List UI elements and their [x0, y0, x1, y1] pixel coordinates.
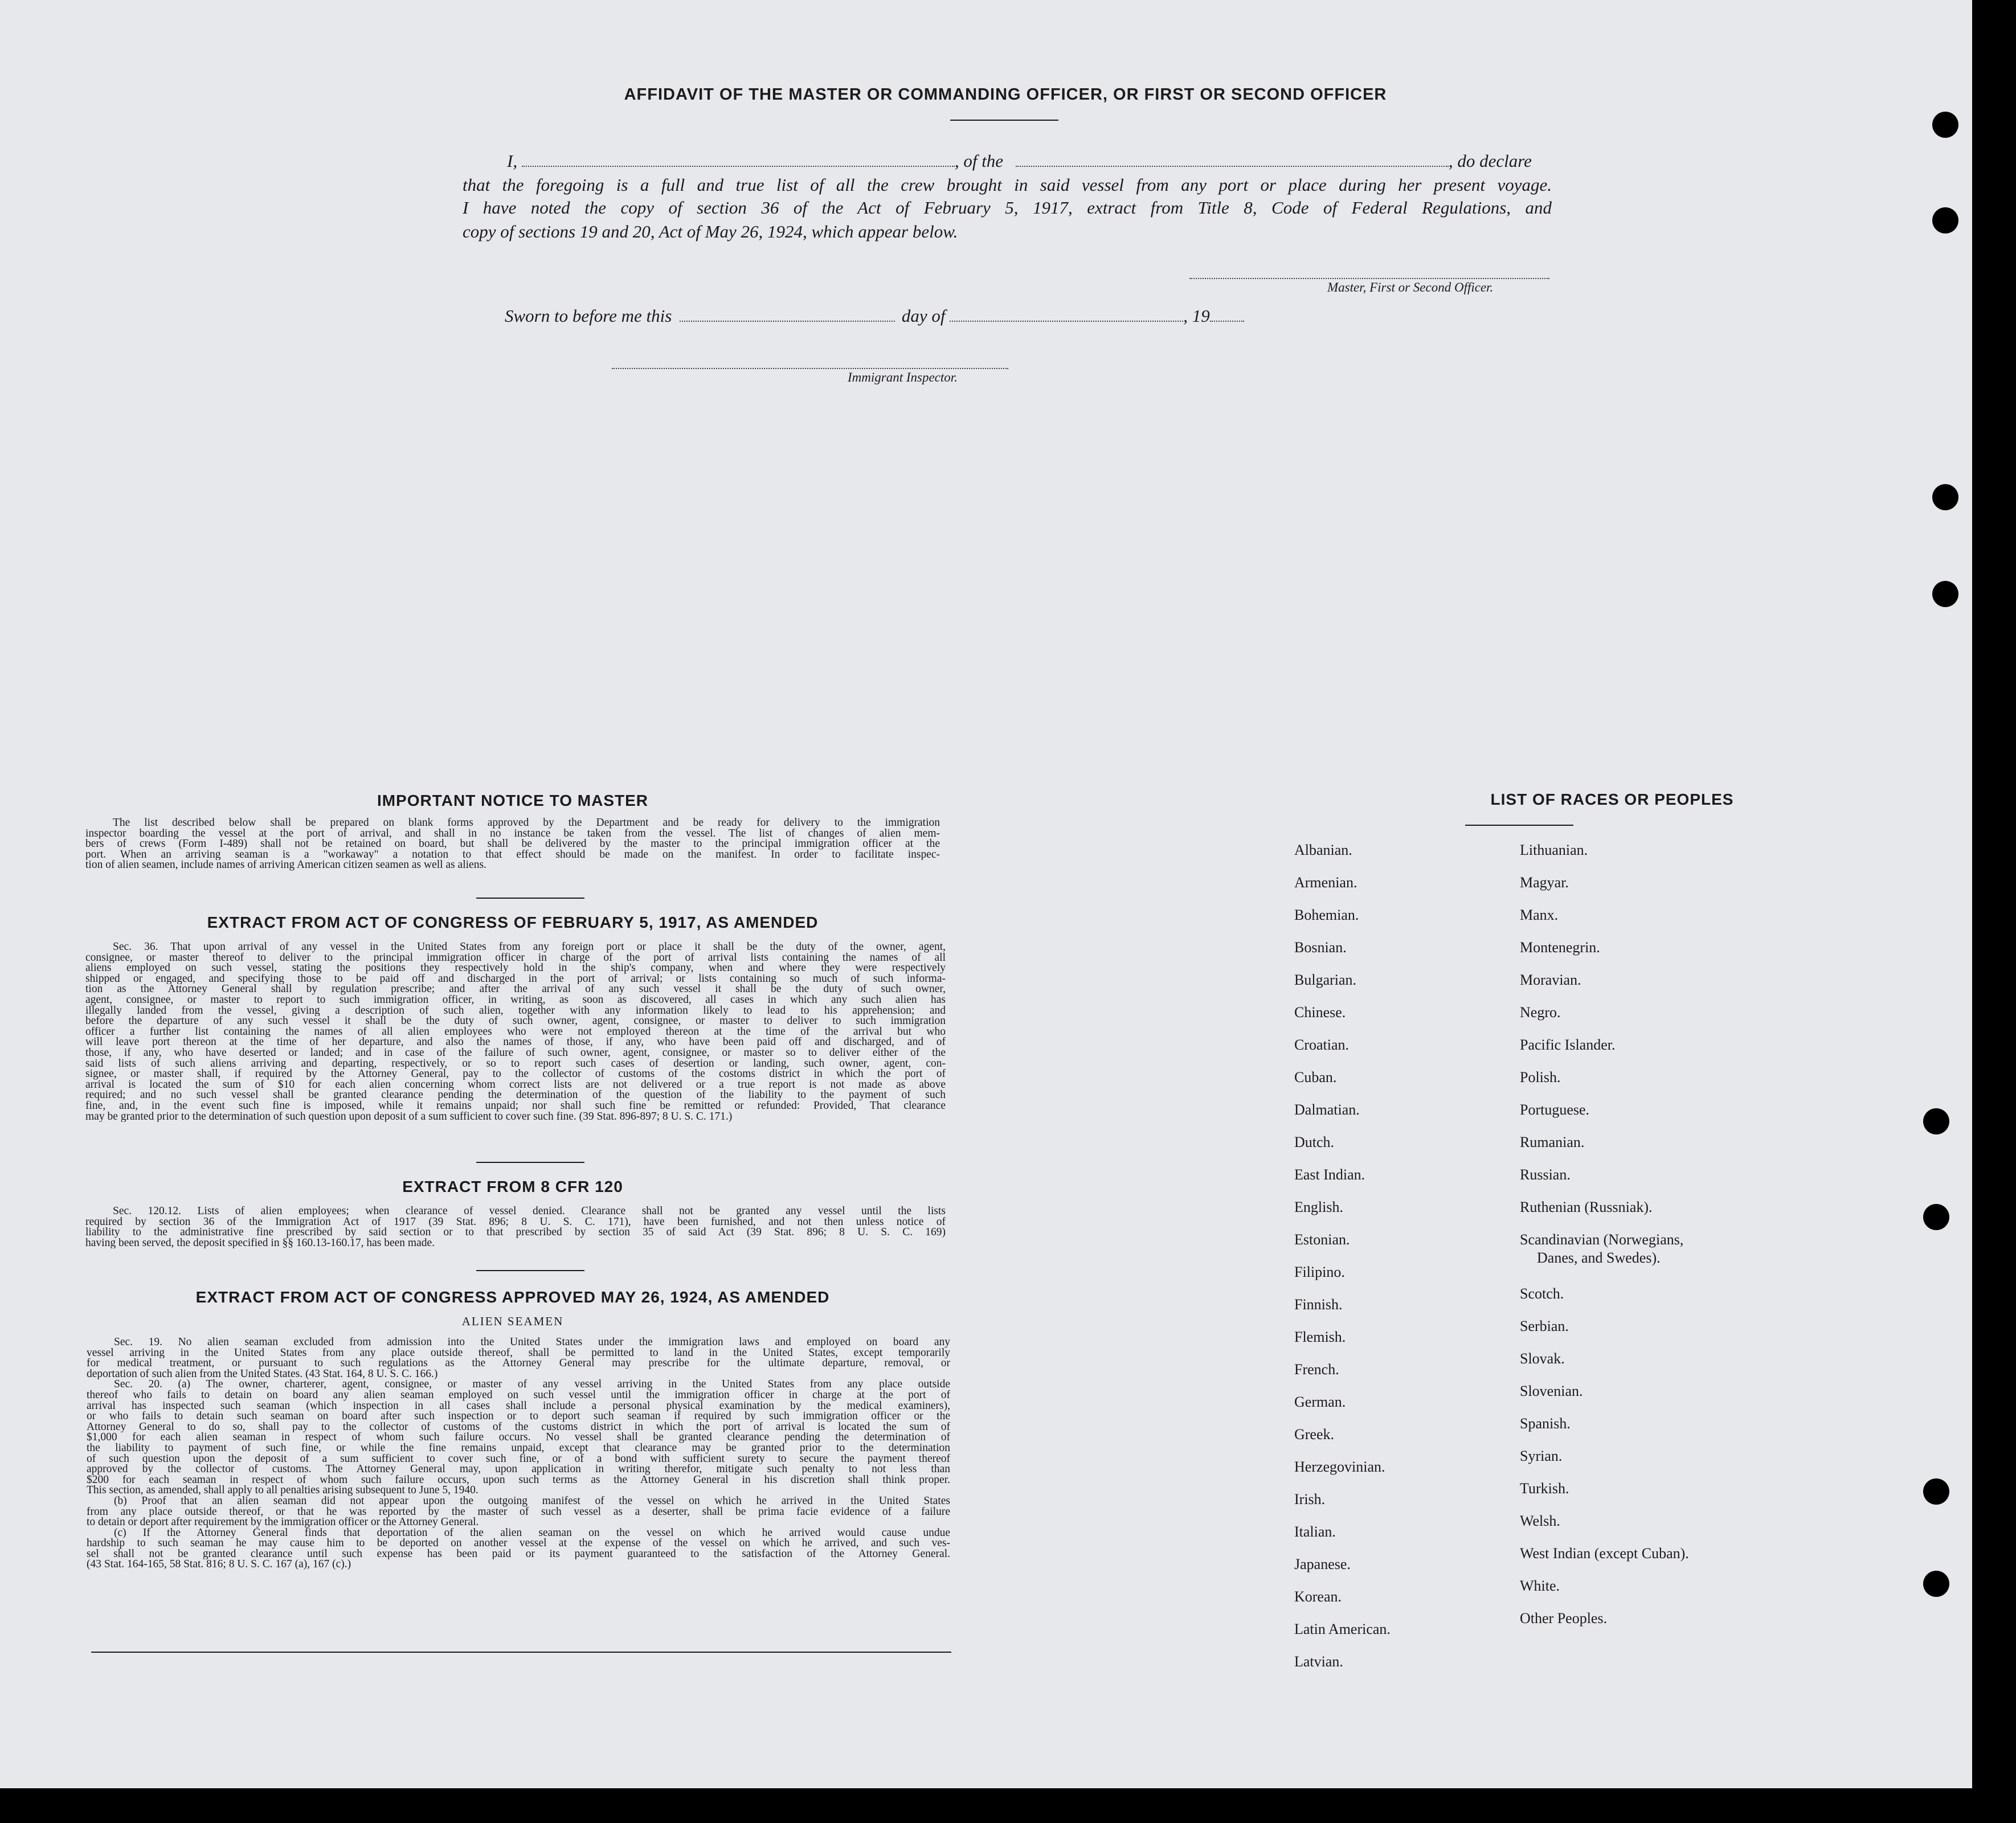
text-line: for medical treatment, or pursuant to such regulations as the Attorney General may prescribe for the ultimate departure, removal, or: [87, 1358, 950, 1369]
race-item: Slovenian.: [1520, 1383, 1583, 1399]
race-item: Spanish.: [1520, 1415, 1571, 1432]
extract-1917-title: EXTRACT FROM ACT OF CONGRESS OF FEBRUARY 5, 1917, AS AMENDED: [207, 913, 819, 931]
text-line: consignee, or master thereof to deliver to the principal immigration officer in charge of the port of arrival lists containing the names of all: [85, 952, 946, 964]
race-item: English.: [1294, 1199, 1343, 1215]
race-item: Korean.: [1294, 1588, 1342, 1605]
race-item: Bohemian.: [1294, 907, 1359, 923]
race-item: Russian.: [1520, 1166, 1571, 1183]
declarant-name-field[interactable]: [522, 154, 955, 167]
sworn-month-field[interactable]: [950, 309, 1183, 322]
text-line: Sec. 120.12. Lists of alien employees; when clearance of vessel denied. Clearance shall not be granted any vessel until the lists: [113, 1206, 946, 1217]
race-item: German.: [1294, 1394, 1346, 1410]
extract-1924-title: EXTRACT FROM ACT OF CONGRESS APPROVED MAY 26, 1924, AS AMENDED: [195, 1288, 830, 1306]
race-item: East Indian.: [1294, 1166, 1365, 1183]
text-line: those, if any, who have deserted or landed; and in case of the failure of such owner, agent, consignee, or master so to deliver either of the: [85, 1047, 946, 1059]
race-item: Dutch.: [1294, 1134, 1335, 1150]
race-item: Danes, and Swedes).: [1537, 1250, 1661, 1266]
text-line: fine, and, in the event such fine is imposed, while it remains unpaid; nor shall such fine be remitted or refunded: Provided, That clearance: [85, 1100, 946, 1112]
text-line: agent, consignee, or master to report to such immigration officer, in writing, as soon as discovered, all cases in which any such alien has: [85, 994, 946, 1006]
text-line: said lists of such aliens arriving and departing, respectively, or so to report such cases of desertion or landing, such owner, agent, con-: [85, 1058, 946, 1070]
race-item: Chinese.: [1294, 1004, 1346, 1021]
text-line: from any place outside thereof, or that he was reported by the master of such vessel as a deserter, shall be prima facie evidence of a failure: [87, 1506, 950, 1518]
inspector-caption: Immigrant Inspector.: [848, 370, 958, 384]
race-item: Rumanian.: [1520, 1134, 1585, 1150]
bottom-rule: [91, 1652, 951, 1653]
race-item: Turkish.: [1520, 1480, 1569, 1497]
text-line: $200 for each seaman in respect of whom such failure occurs, upon such terms as the Attorney General in his discretion shall think proper.: [87, 1474, 950, 1486]
text-line: thereof who fails to detain on board any alien seaman employed on such vessel until the immigration officer in charge at the port of: [87, 1390, 950, 1401]
text-line: before the departure of any such vessel it shall be the duty of such owner, agent, consignee, or master to deliver to such immigration: [85, 1016, 946, 1027]
race-item: Moravian.: [1520, 972, 1581, 988]
text-line: vessel arriving in the United States from any place outside thereof, shall be permitted to land in the United States, except temporarily: [87, 1347, 950, 1359]
race-item: Montenegrin.: [1520, 939, 1600, 956]
races-title-rule: [1465, 825, 1573, 826]
binder-hole: [1923, 1478, 1949, 1505]
binder-hole: [1932, 112, 1958, 138]
race-item: Syrian.: [1520, 1448, 1563, 1464]
text-line: arrival is located the sum of $10 for each alien concerning whom correct lists are not delivered or a true report is not made as above: [85, 1079, 946, 1091]
text-line: deportation of such alien from the United States. (43 Stat. 164, 8 U. S. C. 166.): [87, 1369, 438, 1380]
text-line: the liability to payment of such fine, or while the fine remains unpaid, except that clearance may be granted prior to the determination: [87, 1443, 950, 1454]
text-line: shipped or engaged, and specifying those to be paid off and discharged in the port of arrival; or lists containing so much of such informa-: [85, 973, 946, 985]
vessel-name-field[interactable]: [1016, 154, 1449, 167]
affidavit-line-4: copy of sections 19 and 20, Act of May 26, 1924, which appear below.: [463, 222, 958, 241]
race-item: Bosnian.: [1294, 939, 1347, 956]
races-title: LIST OF RACES OR PEOPLES: [1490, 790, 1734, 808]
binder-hole: [1923, 1571, 1949, 1597]
inspector-signature-field[interactable]: [612, 357, 1008, 369]
extract-cfr-text: [85, 1206, 946, 1248]
extract-cfr-rule: [476, 1270, 584, 1271]
text-line: bers of crews (Form I-489) shall not be retained on board, but shall be delivered by the master to the principal immigration officer at the: [85, 839, 940, 850]
year-label: , 19: [1183, 306, 1210, 326]
race-item: Croatian.: [1294, 1037, 1350, 1053]
text-line: tion of alien seamen, include names of arriving American citizen seamen as well as aliens.: [85, 860, 486, 871]
race-item: Polish.: [1520, 1069, 1561, 1085]
text-line: (c) If the Attorney General finds that deportation of the alien seaman on the vessel on which he arrived would cause undue: [114, 1527, 950, 1539]
race-item: Welsh.: [1520, 1513, 1560, 1529]
text-line: liability to the administrative fine prescribed by said section or to that prescribed by section 35 of said Act (39 Stat. 896; 8 U. S. C. 169): [85, 1227, 946, 1238]
extract-1917-text: [85, 942, 946, 1122]
race-item: Japanese.: [1294, 1556, 1351, 1572]
race-item: Magyar.: [1520, 874, 1569, 891]
race-item: Scotch.: [1520, 1285, 1564, 1302]
affidavit-title-rule: [950, 120, 1058, 121]
extract-cfr-title: EXTRACT FROM 8 CFR 120: [402, 1178, 623, 1195]
text-line: inspector boarding the vessel at the port of arrival, and shall in no instance be taken from the vessel. The list of changes of alien mem-: [85, 828, 940, 839]
race-item: White.: [1520, 1578, 1560, 1594]
notice-title: IMPORTANT NOTICE TO MASTER: [377, 792, 649, 809]
declare-label: , do declare: [1448, 151, 1532, 171]
notice-rule: [476, 898, 584, 899]
text-line: signee, or master shall, if required by the Attorney General, pay to the collector of customs of the costoms district in which the port of: [85, 1069, 946, 1080]
race-item: Manx.: [1520, 907, 1559, 923]
master-signature-field[interactable]: [1189, 267, 1549, 279]
sworn-label: Sworn to before me this: [505, 306, 672, 326]
extract-1917-rule: [476, 1162, 584, 1163]
race-item: Albanian.: [1294, 842, 1352, 858]
affidavit-line-1: [507, 149, 1552, 173]
text-line: required; and no such vessel shall be granted clearance pending the determination of the question of the liability to the payment of such: [85, 1090, 946, 1101]
vessel-label: , of the: [954, 151, 1004, 171]
text-line: aliens employed on such vessel, stating the positions they respectively hold in the ship's company, when and where they were respectively: [85, 963, 946, 974]
race-item: Dalmatian.: [1294, 1101, 1360, 1118]
race-item: Estonian.: [1294, 1231, 1350, 1248]
race-item: Latin American.: [1294, 1621, 1391, 1637]
race-item: Serbian.: [1520, 1318, 1569, 1334]
text-line: This section, as amended, shall apply to all penalties arising subsequent to June 5, 1940.: [87, 1485, 479, 1496]
text-line: Sec. 36. That upon arrival of any vessel in the United States from any foreign port or place it shall be the duty of the owner, agent,: [113, 942, 946, 953]
race-item: Herzegovinian.: [1294, 1459, 1385, 1475]
extract-1924-text: [87, 1337, 950, 1570]
binder-hole: [1932, 581, 1958, 607]
race-item: Cuban.: [1294, 1069, 1337, 1085]
text-line: arrival has inspected such seaman (which inspection in all cases shall include a personal physical examination by the medical examiners),: [87, 1400, 950, 1412]
race-item: Pacific Islander.: [1520, 1037, 1616, 1053]
race-item: Irish.: [1294, 1491, 1326, 1507]
binder-hole: [1932, 484, 1958, 510]
text-line: officer a further list containing the names of all alien employees who were not employed thereon at the time of the arrival but who: [85, 1026, 946, 1038]
race-item: Latvian.: [1294, 1653, 1343, 1670]
text-line: port. When an arriving seaman is a "workaway" a notation to that effect should be made on the manifest. In order to facilitate inspec-: [85, 849, 940, 861]
sworn-year-field[interactable]: [1210, 309, 1244, 322]
race-item: Italian.: [1294, 1523, 1336, 1540]
sworn-day-field[interactable]: [680, 309, 895, 322]
affidavit-line-3: I have noted the copy of section 36 of the Act of February 5, 1917, extract from Title 8, Code of Federal Regulations, and: [463, 198, 1552, 218]
text-line: Sec. 19. No alien seaman excluded from admission into the United States under the immigration laws and employed on board any: [114, 1337, 950, 1348]
race-item: Lithuanian.: [1520, 842, 1588, 858]
text-line: The list described below shall be prepared on blank forms approved by the Department and be ready for delivery to the immigration: [113, 818, 940, 829]
race-item: Negro.: [1520, 1004, 1561, 1021]
text-line: (43 Stat. 164-165, 58 Stat. 816; 8 U. S. C. 167 (a), 167 (c).): [87, 1559, 351, 1571]
race-item: Armenian.: [1294, 874, 1357, 891]
day-of-label: day of: [901, 306, 946, 326]
affidavit-line-2: that the foregoing is a full and true list of all the crew brought in said vessel from any port or place during her present voyage.: [463, 175, 1552, 195]
text-line: of such question upon the deposit of a sum sufficient to cover such fine, or of a bond with sufficient surety to secure the payment thereof: [87, 1453, 950, 1465]
text-line: (b) Proof that an alien seaman did not appear upon the outgoing manifest of the vessel on which he arrived in the United States: [114, 1496, 950, 1507]
text-line: approved by the collector of customs. The Attorney General may, upon application in writing therefor, mitigate such penalty to not less than: [87, 1464, 950, 1475]
binder-hole: [1923, 1204, 1949, 1230]
text-line: hardship to such seaman he may cause him to be deported on another vessel at the expense of the vessel on which he arrived, and such ves-: [87, 1538, 950, 1549]
text-line: to detain or deport after requirement by the immigration officer or the Attorney General.: [87, 1517, 479, 1528]
race-item: Ruthenian (Russniak).: [1520, 1199, 1653, 1215]
race-item: Finnish.: [1294, 1296, 1343, 1313]
text-line: Attorney General to do so, shall pay to the collector of customs of the customs district in which the port of arrival is located the sum of: [87, 1421, 950, 1433]
text-line: sel shall not be granted clearance until such expense has been paid or its payment guaranteed to the satisfaction of the Attorney General.: [87, 1548, 950, 1560]
master-caption: Master, First or Second Officer.: [1327, 280, 1494, 294]
binder-hole: [1932, 207, 1958, 233]
text-line: will leave port thereon at the time of her departure, and also the names of those, if any, who have been paid off and discharged, and of: [85, 1037, 946, 1048]
race-item: Other Peoples.: [1520, 1610, 1608, 1627]
alien-seamen-subtitle: ALIEN SEAMEN: [461, 1314, 564, 1328]
text-line: having been served, the deposit specified in §§ 160.13-160.17, has been made.: [85, 1238, 435, 1249]
race-item: Portuguese.: [1520, 1101, 1590, 1118]
race-item: Greek.: [1294, 1426, 1335, 1443]
race-item: Slovak.: [1520, 1350, 1565, 1367]
race-item: Scandinavian (Norwegians,: [1520, 1231, 1684, 1248]
affidavit-title: AFFIDAVIT OF THE MASTER OR COMMANDING OFFICER, OR FIRST OR SECOND OFFICER: [624, 85, 1387, 104]
binder-hole: [1923, 1108, 1949, 1134]
race-item: Bulgarian.: [1294, 972, 1357, 988]
race-item: Filipino.: [1294, 1264, 1345, 1280]
text-line: or who fails to detain such seaman on board after such inspection or to deport such seaman if required by such immigration officer or the: [87, 1411, 950, 1422]
notice-text: [85, 818, 940, 871]
text-line: $1,000 for each alien seaman in respect of whom such failure occurs. No vessel shall be granted clearance pending the determination of: [87, 1432, 950, 1443]
text-line: Sec. 20. (a) The owner, charterer, agent, consignee, or master of any vessel arriving in the United States from any place outside: [114, 1379, 950, 1390]
text-line: required by section 36 of the Immigration Act of 1917 (39 Stat. 896; 8 U. S. C. 171), have been furnished, and not then unless notice of: [85, 1216, 946, 1228]
text-line: tion as the Attorney General shall by regulation prescribe; and after the arrival of any such vessel it shall be the duty of such owner,: [85, 984, 946, 995]
race-item: French.: [1294, 1361, 1339, 1378]
text-line: illegally landed from the vessel, giving a description of such alien, together with any information likely to lead to his apprehension; and: [85, 1005, 946, 1017]
declarant-label: I,: [507, 151, 518, 171]
text-line: may be granted prior to the determination of such question upon deposit of a sum sufficient to cover such fine. (39 Stat. 896-897; 8 U. S. C. 171.): [85, 1111, 733, 1123]
race-item: Flemish.: [1294, 1329, 1346, 1345]
race-item: West Indian (except Cuban).: [1520, 1545, 1689, 1562]
sworn-line: [505, 304, 1302, 328]
